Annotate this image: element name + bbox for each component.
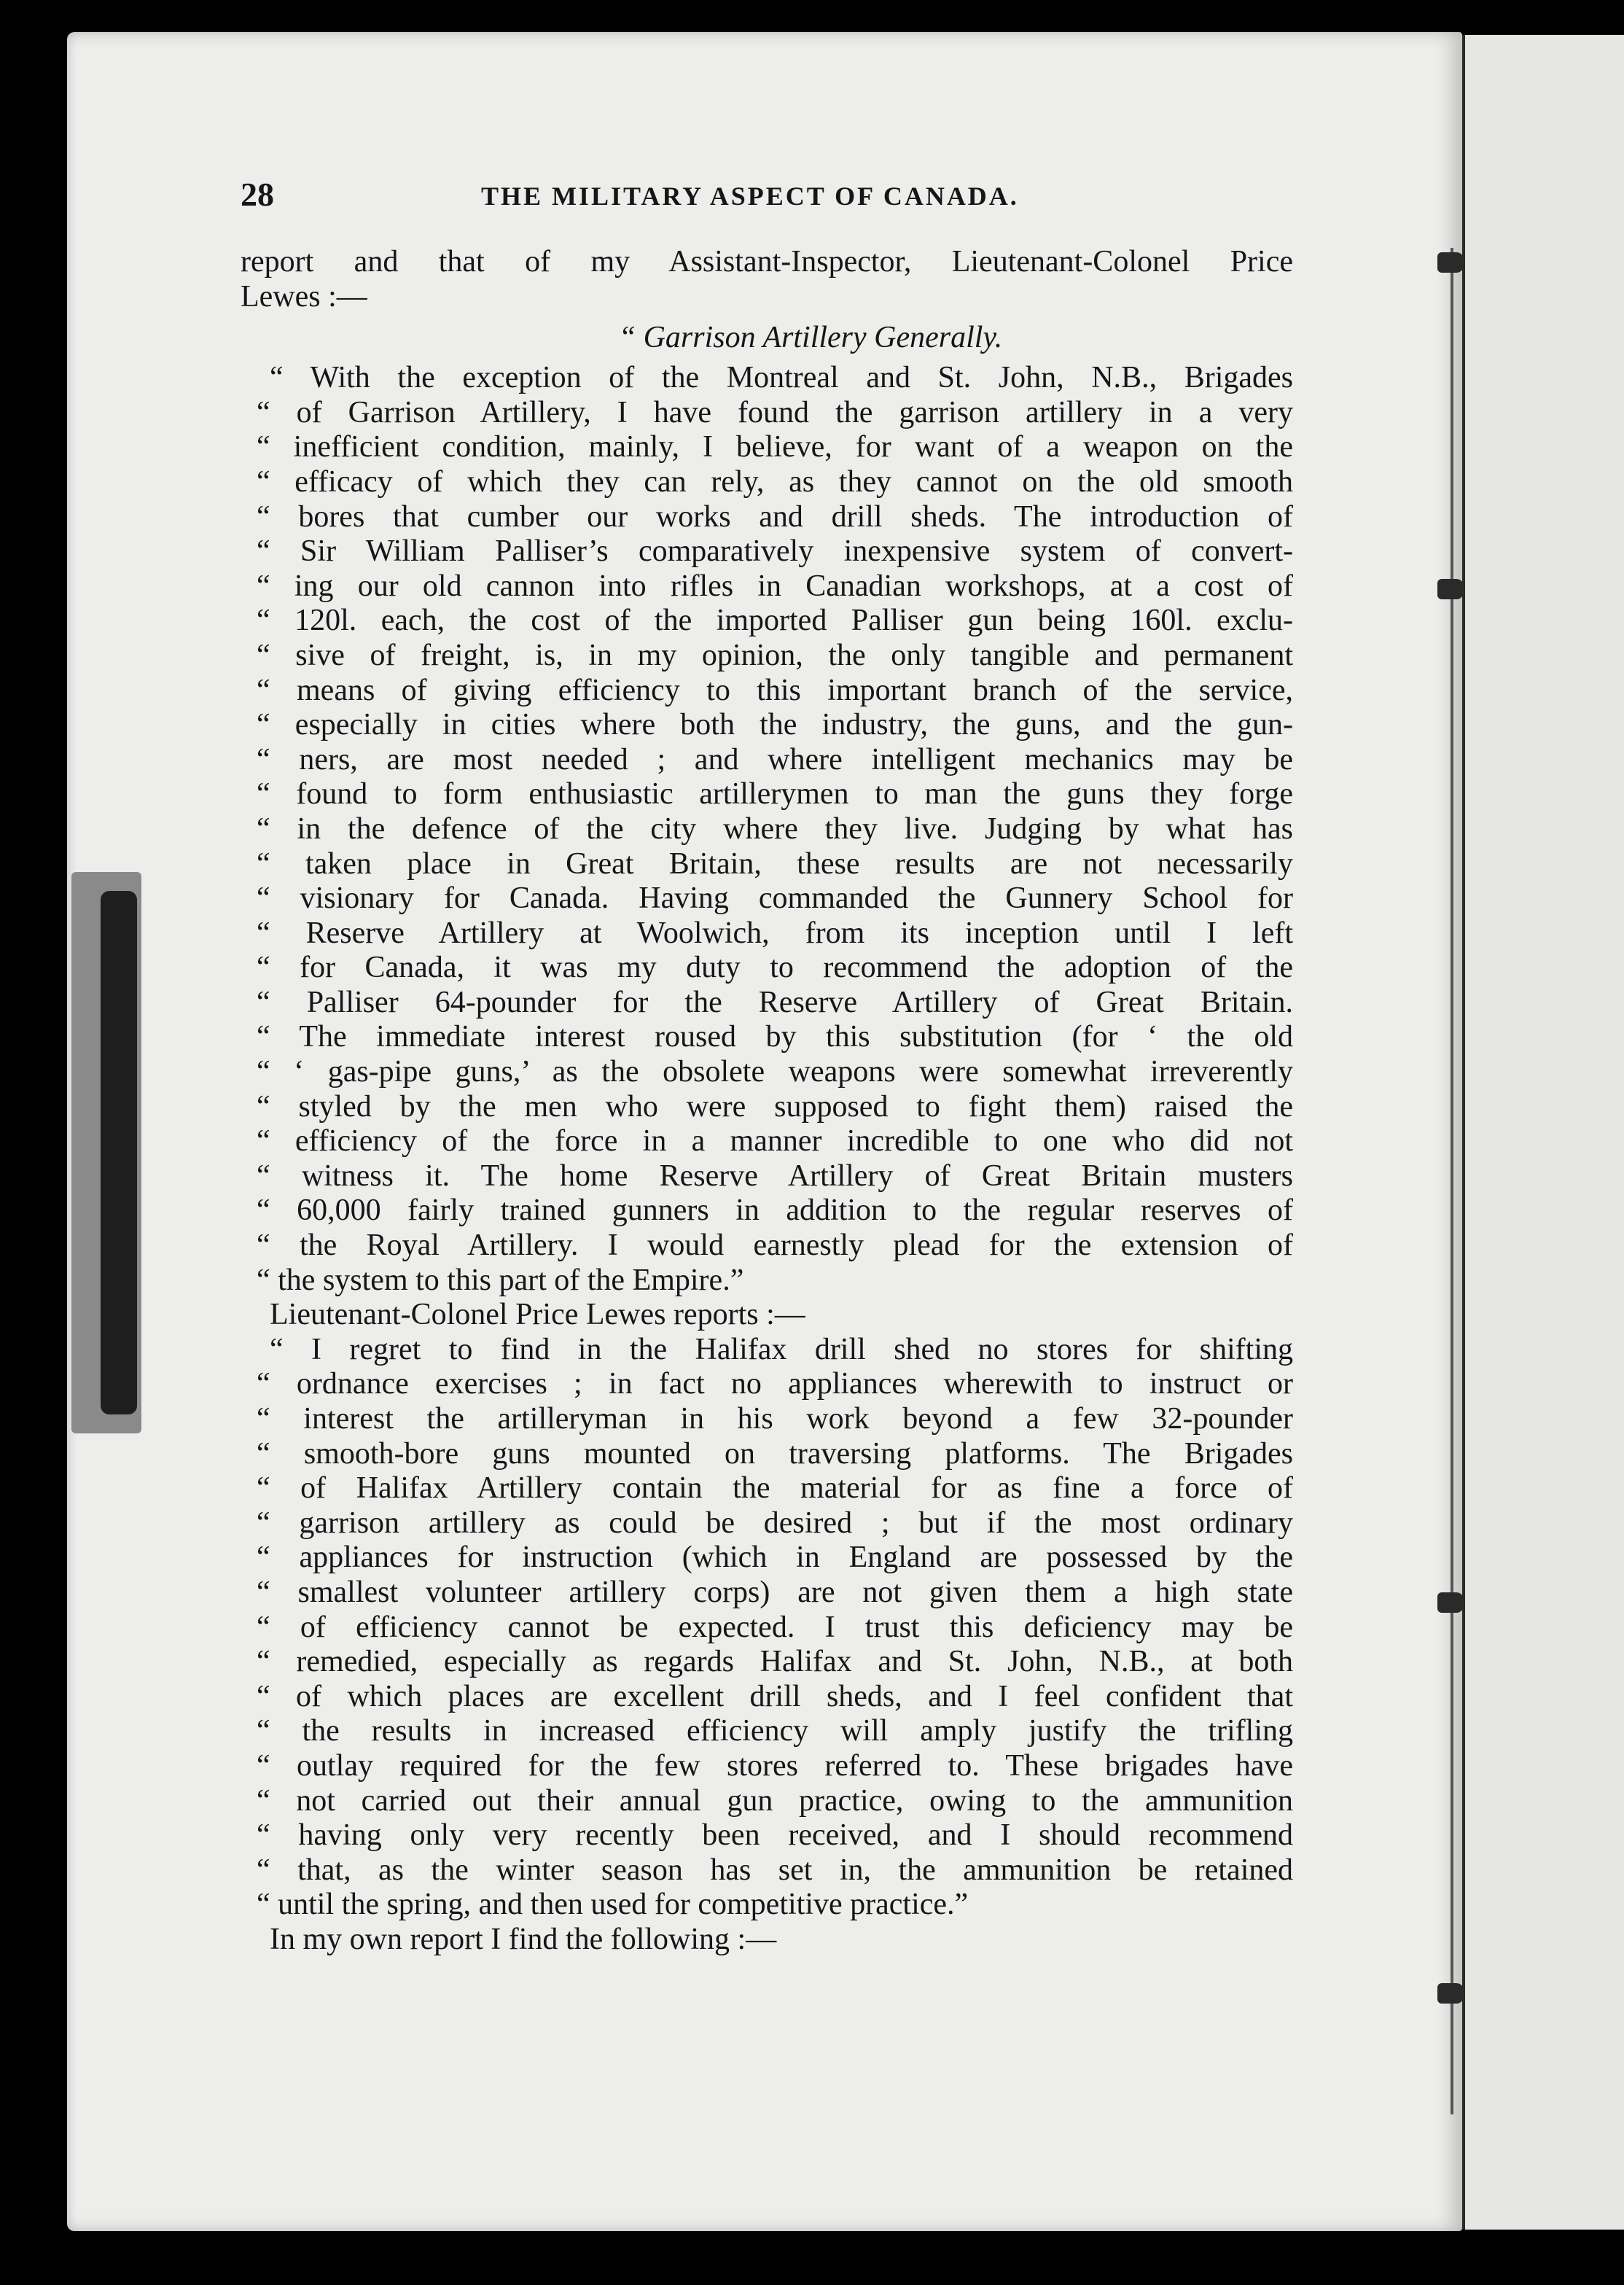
text-line: “ witness it. The home Reserve Artillery of Great Britain musters [257,1159,1293,1193]
text-line: “ bores that cumber our works and drill sheds. The introduction of [257,499,1293,534]
text-line: “ found to form enthusiastic artillerymen to man the guns they forge [257,777,1293,811]
text-line: “ the system to this part of the Empire.” [257,1263,744,1297]
binding-stitch [1437,579,1464,599]
text-line: “ remedied, especially as regards Halifax and St. John, N.B., at both [257,1645,1293,1679]
text-line: “ interest the artilleryman in his work beyond a few 32-pounder [257,1402,1293,1436]
page-body [241,245,1293,1958]
text-line: “ taken place in Great Britain, these results are not necessarily [257,846,1293,881]
text-line: “ means of giving efficiency to this important branch of the service, [257,673,1293,707]
text-line: “ for Canada, it was my duty to recommend the adoption of the [257,951,1293,985]
binding-stitch [1437,252,1464,273]
text-line: “ the results in increased efficiency will amply justify the trifling [257,1714,1293,1748]
text-line: “ Sir William Palliser’s comparatively inexpensive system of convert- [257,534,1293,569]
text-line: “ sive of freight, is, in my opinion, the only tangible and permanent [257,638,1293,672]
text-line: “ inefficient condition, mainly, I believe, for want of a weapon on the [257,430,1293,464]
binding-stitch [1437,1983,1464,2004]
text-line: “ having only very recently been received, and I should recommend [257,1818,1293,1853]
text-line: “ until the spring, and then used for competitive practice.” [257,1888,969,1922]
section-subheading: “ Garrison Artillery Generally. [618,321,1003,355]
text-line: “ styled by the men who were supposed to fight them) raised the [257,1089,1293,1124]
text-line: “ ners, are most needed ; and where intelligent mechanics may be [257,742,1293,776]
text-line: “ ing our old cannon into rifles in Canadian workshops, at a cost of [257,569,1293,603]
text-line: “ smallest volunteer artillery corps) are not given them a high state [257,1575,1293,1609]
text-line: “ outlay required for the few stores referred to. These brigades have [257,1748,1293,1783]
garrison-artillery-quote [241,361,1293,1298]
text-line: “ visionary for Canada. Having commanded the Gunnery School for [257,881,1293,916]
text-line: “ the Royal Artillery. I would earnestly plead for the extension of [257,1229,1293,1263]
facing-page-edge [1462,35,1624,2230]
closing-line: In my own report I find the following :— [270,1922,777,1956]
binding-stitch [1437,1592,1464,1613]
text-line: “ of which places are excellent drill sheds, and I feel confident that [257,1679,1293,1713]
text-line: Lewes :— [241,279,367,314]
text-line: “ ‘ gas-pipe guns,’ as the obsolete weapons were somewhat irreverently [257,1055,1293,1089]
text-line: “ With the exception of the Montreal and St. John, N.B., Brigades [270,361,1293,395]
text-line: “ Reserve Artillery at Woolwich, from its inception until I left [257,916,1293,950]
text-line: “ The immediate interest roused by this substitution (for ‘ the old [257,1020,1293,1054]
text-line: “ 120l. each, the cost of the imported Palliser gun being 160l. exclu- [257,604,1293,638]
text-line: “ that, as the winter season has set in, the ammunition be retained [257,1853,1293,1887]
price-lewes-quote [241,1333,1293,1923]
running-head: THE MILITARY ASPECT OF CANADA. [481,182,1019,211]
binding-thread [1451,248,1453,2114]
page-number: 28 [241,176,274,213]
text-line: “ not carried out their annual gun practice, owing to the ammunition [257,1783,1293,1818]
text-line: report and that of my Assistant-Inspector, Lieutenant-Colonel Price [241,245,1293,279]
text-line: “ in the defence of the city where they live. Judging by what has [257,811,1293,846]
text-line: “ appliances for instruction (which in England are possessed by the [257,1541,1293,1575]
text-line: “ garrison artillery as could be desired ; but if the most ordinary [257,1506,1293,1540]
text-line: “ of Halifax Artillery contain the material for as fine a force of [257,1471,1293,1506]
text-line: “ Palliser 64-pounder for the Reserve Artillery of Great Britain. [257,985,1293,1019]
intro-paragraph [241,245,1293,314]
text-line: “ of efficiency cannot be expected. I trust this deficiency may be [257,1610,1293,1644]
text-line: “ ordnance exercises ; in fact no appliances wherewith to instruct or [257,1367,1293,1401]
text-line: “ of Garrison Artillery, I have found the garrison artillery in a very [257,395,1293,429]
text-line: “ I regret to find in the Halifax drill shed no stores for shifting [270,1332,1293,1366]
text-line: “ smooth-bore guns mounted on traversing platforms. The Brigades [257,1436,1293,1471]
text-line: “ efficiency of the force in a manner incredible to one who did not [257,1124,1293,1159]
text-line: “ especially in cities where both the industry, the guns, and the gun- [257,708,1293,742]
page-header [241,178,1305,222]
reports-line: Lieutenant-Colonel Price Lewes reports :— [270,1298,805,1332]
text-line: “ efficacy of which they can rely, as they cannot on the old smooth [257,464,1293,499]
text-line: “ 60,000 fairly trained gunners in addition to the regular reserves of [257,1194,1293,1228]
binding-tab [71,872,141,1433]
